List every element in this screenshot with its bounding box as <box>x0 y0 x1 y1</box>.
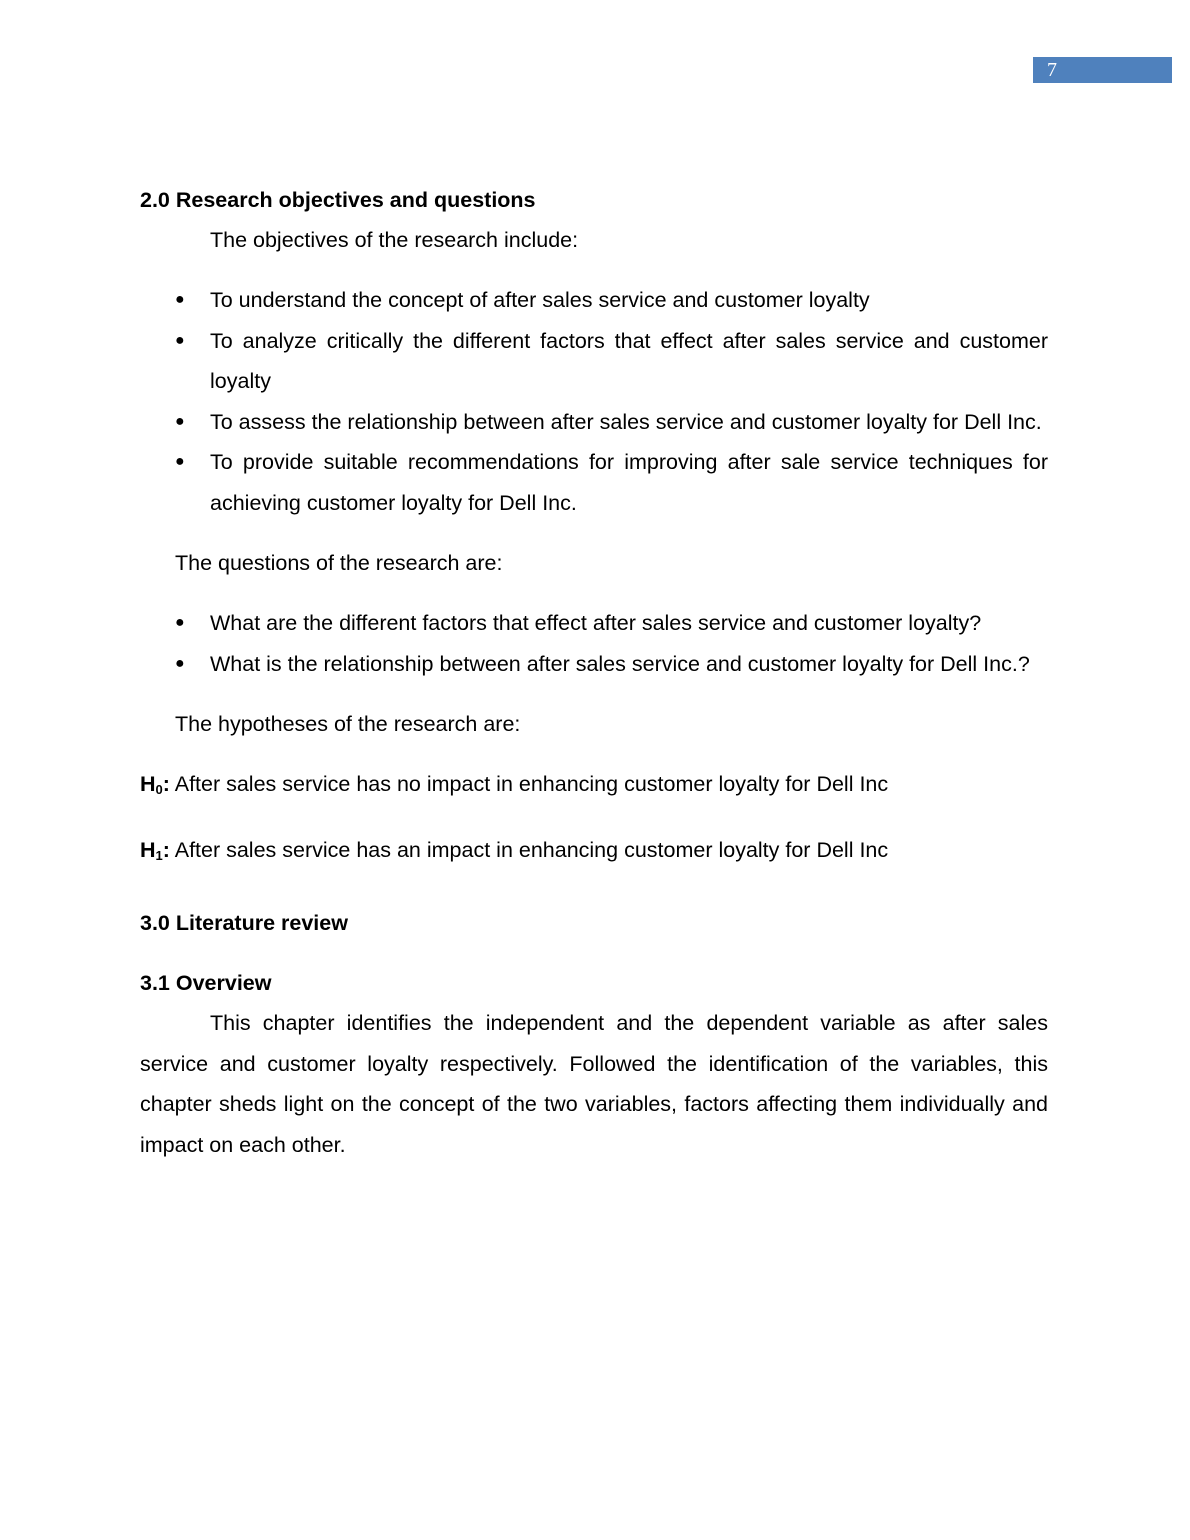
objectives-list <box>140 280 1048 523</box>
questions-list <box>140 603 1048 684</box>
section-heading-overview: 3.1 Overview <box>140 971 272 995</box>
list-item: ● To analyze critically the different factors that effect after sales service and customer loyalty <box>140 321 1048 402</box>
questions-intro: The questions of the research are: <box>175 551 503 575</box>
bullet-icon: ● <box>175 412 185 430</box>
overview-paragraph: This chapter identifies the independent and the dependent variable as after sales service and customer loyalty respectively. Followed the identification of the variables, this chapter sheds light on the concept of the two variables, factors affecting them individually and impact on each other. <box>140 1011 1048 1157</box>
list-item: ● What are the different factors that effect after sales service and customer loyalty? <box>140 603 1048 644</box>
bullet-icon: ● <box>175 614 185 631</box>
bullet-icon: ● <box>175 453 185 470</box>
hypothesis-null: $H_0$: After sales service has no impact in enhancing customer loyalty for Dell Inc <box>140 772 889 797</box>
section-heading-research-objectives: 2.0 Research objectives and questions <box>140 188 536 212</box>
list-item: ● What is the relationship between after sales service and customer loyalty for Dell Inc.? <box>140 644 1048 685</box>
page-number-badge <box>1033 57 1172 83</box>
list-item: ● To understand the concept of after sales service and customer loyalty <box>140 280 1048 321</box>
bullet-icon: ● <box>175 654 185 672</box>
hypothesis-alternative: $H_1$: After sales service has an impact in enhancing customer loyalty for Dell Inc <box>140 838 889 863</box>
page-number: 7 <box>1047 59 1057 81</box>
section-heading-literature-review: 3.0 Literature review <box>140 911 348 935</box>
bullet-icon: ● <box>175 291 185 308</box>
hypotheses-intro: The hypotheses of the research are: <box>175 712 521 736</box>
document-body <box>140 180 1048 1165</box>
list-item: ● To provide suitable recommendations for improving after sale service techniques for achieving customer loyalty for Dell Inc. <box>140 442 1048 523</box>
objectives-intro: The objectives of the research include: <box>210 228 579 252</box>
bullet-icon: ● <box>175 331 185 349</box>
list-item: ● To assess the relationship between after sales service and customer loyalty for Dell Inc. <box>140 402 1048 443</box>
